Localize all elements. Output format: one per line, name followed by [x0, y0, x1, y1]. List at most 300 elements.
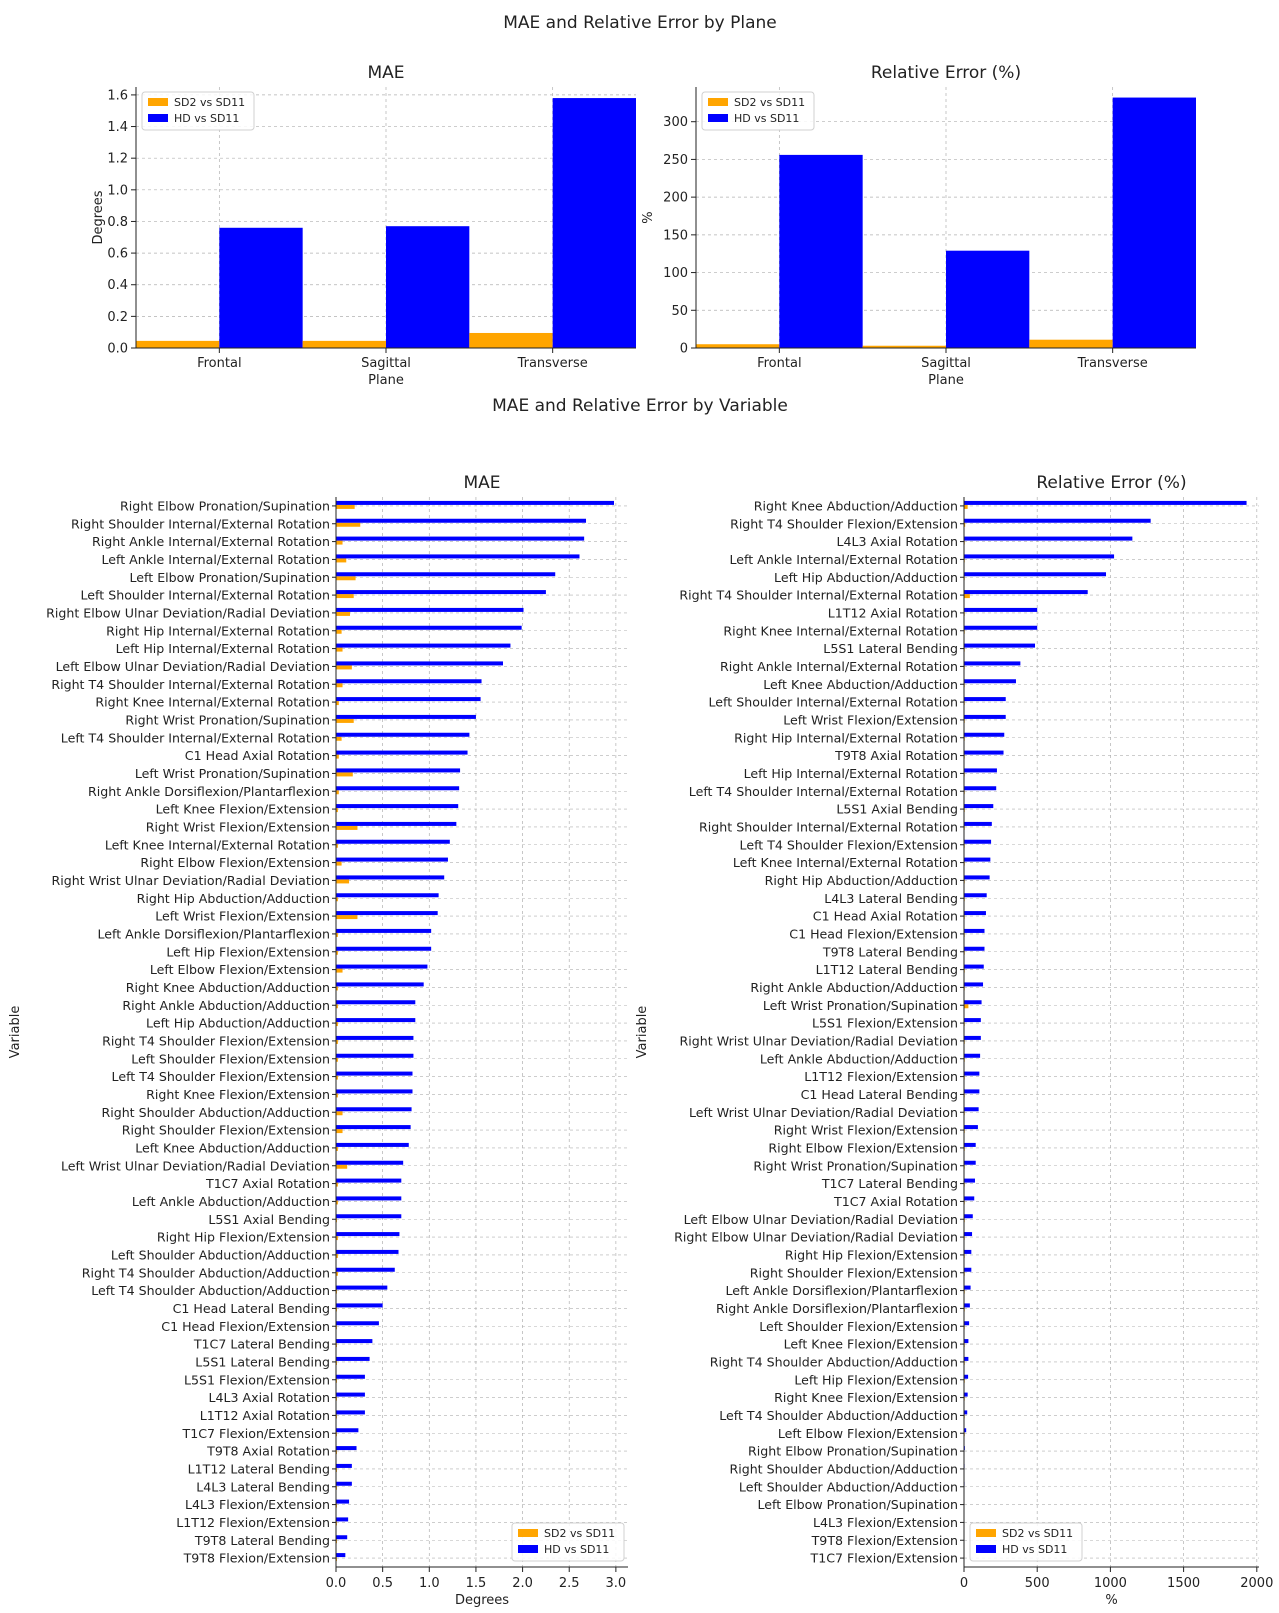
ytick-label: C1 Head Lateral Bending	[172, 1300, 330, 1316]
ytick-label: Left Ankle Internal/External Rotation	[101, 551, 330, 567]
bar-hd-frontal	[219, 228, 302, 348]
ytick-label: C1 Head Lateral Bending	[800, 1086, 958, 1102]
bar-hd	[336, 858, 448, 862]
ytick-label: Left Ankle Dorsiflexion/Plantarflexion	[725, 1283, 958, 1299]
bar-hd	[336, 1232, 399, 1236]
bar-sd2	[336, 879, 349, 883]
ytick-label: Right Shoulder Flexion/Extension	[749, 1265, 958, 1281]
bar-hd	[964, 679, 1016, 683]
ytick-label: Right Knee Flexion/Extension	[146, 1086, 330, 1102]
legend-swatch-sd2	[518, 1529, 538, 1537]
bar-hd	[336, 1054, 413, 1058]
legend-label-hd: HD vs SD11	[734, 112, 800, 125]
ytick-label: Left T4 Shoulder Flexion/Extension	[739, 837, 958, 853]
bar-hd	[336, 875, 444, 879]
bar-hd	[336, 929, 431, 933]
ytick-label: Left Shoulder Internal/External Rotation	[80, 587, 330, 603]
ytick-label: L1T12 Axial Rotation	[199, 1407, 330, 1423]
bar-hd	[964, 1125, 978, 1129]
bar-hd	[336, 1036, 413, 1040]
bar-hd	[336, 893, 439, 897]
ytick-label: Left T4 Shoulder Abduction/Adduction	[719, 1407, 958, 1423]
chart-variable-relative-error	[635, 473, 1273, 1608]
bar-hd	[336, 644, 510, 648]
ytick-label: 1.0	[107, 183, 128, 199]
bar-hd	[336, 1357, 370, 1361]
ytick-label: Right Ankle Internal/External Rotation	[91, 534, 330, 550]
bar-sd2	[336, 523, 360, 527]
ytick-label: Right Wrist Ulnar Deviation/Radial Deviation	[679, 1033, 958, 1049]
bar-hd	[964, 1000, 982, 1004]
bar-hd	[964, 1214, 973, 1218]
ytick-label: Left Hip Internal/External Rotation	[115, 641, 330, 657]
ytick-label: Left Elbow Flexion/Extension	[777, 1425, 958, 1441]
bar-sd2	[336, 665, 352, 669]
xtick-label: 2000	[1240, 1576, 1274, 1591]
ytick-label: T9T8 Flexion/Extension	[183, 1550, 330, 1566]
ytick-label: Left T4 Shoulder Flexion/Extension	[111, 1069, 330, 1085]
bar-sd2	[336, 594, 354, 598]
bar-hd	[964, 822, 992, 826]
ytick-label: Right Ankle Dorsiflexion/Plantarflexion	[715, 1300, 958, 1316]
chart-plane-mae	[91, 63, 636, 388]
ytick-label: Left Knee Internal/External Rotation	[104, 837, 330, 853]
xtick-label-sagittal: Sagittal	[361, 356, 411, 371]
ytick-label: 0.0	[107, 341, 128, 357]
bar-hd-frontal	[779, 155, 862, 348]
ytick-label: Left Elbow Pronation/Supination	[757, 1497, 958, 1513]
bar-sd2	[336, 826, 357, 830]
bar-hd	[336, 537, 584, 541]
ytick-label: Right Wrist Flexion/Extension	[773, 1122, 958, 1138]
bar-hd	[964, 1375, 968, 1379]
ytick-label: 100	[663, 266, 688, 282]
bar-sd2	[336, 683, 343, 687]
bar-hd	[964, 519, 1151, 523]
ytick-label: L4L3 Axial Rotation	[836, 534, 958, 550]
ytick-label: L5S1 Lateral Bending	[195, 1354, 330, 1370]
ytick-label: T9T8 Flexion/Extension	[811, 1532, 958, 1548]
x-axis-label: Degrees	[454, 1593, 510, 1608]
ytick-label: Right Knee Abduction/Adduction	[125, 979, 330, 995]
chart-title: Relative Error (%)	[870, 63, 1022, 83]
bar-hd	[336, 965, 427, 969]
bar-hd	[964, 1018, 981, 1022]
bar-hd	[336, 786, 459, 790]
ytick-label: Right Hip Abduction/Adduction	[136, 890, 330, 906]
ytick-label: Left T4 Shoulder Abduction/Adduction	[91, 1283, 330, 1299]
bar-hd	[964, 1286, 971, 1290]
bar-sd2	[964, 594, 970, 598]
ytick-label: Left Wrist Ulnar Deviation/Radial Deviation	[689, 1104, 958, 1120]
bar-hd	[336, 1250, 399, 1254]
bar-sd2	[336, 630, 342, 634]
bar-hd	[336, 1446, 357, 1450]
ytick-label: Right T4 Shoulder Internal/External Rotation	[679, 587, 958, 603]
legend-swatch-sd2	[976, 1529, 996, 1537]
bar-hd-transverse	[1113, 98, 1196, 348]
bar-sd2	[964, 505, 968, 509]
bar-hd	[964, 501, 1247, 505]
ytick-label: Left Knee Flexion/Extension	[783, 1336, 958, 1352]
legend-label-sd2: SD2 vs SD11	[1002, 1527, 1074, 1540]
ytick-label: C1 Head Flexion/Extension	[789, 926, 958, 942]
ytick-label: T1C7 Flexion/Extension	[182, 1425, 330, 1441]
bar-sd2	[336, 719, 354, 723]
bar-sd2	[336, 541, 343, 545]
bar-hd	[336, 1339, 372, 1343]
ytick-label: Left Elbow Flexion/Extension	[149, 962, 330, 978]
ytick-label: 1.2	[107, 151, 128, 167]
ytick-label: 250	[663, 152, 688, 168]
ytick-label: C1 Head Axial Rotation	[184, 748, 330, 764]
bar-sd2	[336, 969, 343, 973]
xtick-label: 1000	[1093, 1576, 1127, 1591]
xtick-label: 0	[959, 1576, 969, 1591]
bar-hd	[964, 1303, 970, 1307]
bar-hd	[336, 1161, 403, 1165]
bar-sd2	[964, 1004, 968, 1008]
ytick-label: Right T4 Shoulder Abduction/Adduction	[709, 1354, 958, 1370]
bar-hd	[964, 858, 990, 862]
ytick-label: Right Shoulder Abduction/Adduction	[101, 1104, 330, 1120]
bottom-suptitle: MAE and Relative Error by Variable	[492, 396, 788, 416]
bar-hd	[336, 608, 524, 612]
bar-hd	[964, 1161, 976, 1165]
bar-sd2	[336, 1111, 343, 1115]
bar-sd2	[336, 1165, 347, 1169]
bar-hd	[964, 554, 1114, 558]
ytick-label: T1C7 Axial Rotation	[206, 1176, 330, 1192]
bar-hd	[964, 1339, 968, 1343]
bar-hd-sagittal	[386, 226, 469, 348]
bar-hd	[964, 590, 1088, 594]
bar-hd	[336, 768, 460, 772]
ytick-label: Left Hip Flexion/Extension	[166, 944, 330, 960]
bar-hd	[964, 982, 983, 986]
ytick-label: Right Hip Flexion/Extension	[156, 1229, 330, 1245]
chart-title: Relative Error (%)	[1036, 473, 1187, 493]
ytick-label: 0.4	[107, 278, 128, 294]
legend-label-sd2: SD2 vs SD11	[174, 96, 246, 109]
bar-sd2-sagittal	[303, 341, 386, 348]
bar-sd2	[336, 862, 342, 866]
bar-sd2-frontal	[136, 341, 219, 348]
bar-hd	[336, 1179, 401, 1183]
ytick-label: Left Hip Internal/External Rotation	[743, 765, 958, 781]
bar-hd	[336, 1125, 411, 1129]
ytick-label: Right Knee Abduction/Adduction	[753, 498, 958, 514]
xtick-label: 500	[1024, 1576, 1050, 1591]
ytick-label: L5S1 Flexion/Extension	[811, 1015, 958, 1031]
y-axis-label: Variable	[635, 1005, 650, 1059]
ytick-label: Right T4 Shoulder Flexion/Extension	[102, 1033, 330, 1049]
ytick-label: L5S1 Axial Bending	[836, 801, 958, 817]
bar-hd	[336, 1517, 348, 1521]
xtick-label: 3.0	[605, 1576, 627, 1591]
ytick-label: T1C7 Lateral Bending	[193, 1336, 330, 1352]
chart-title: MAE	[367, 63, 405, 83]
ytick-label: Left Hip Abduction/Adduction	[146, 1015, 330, 1031]
ytick-label: Left Ankle Abduction/Adduction	[759, 1051, 958, 1067]
ytick-label: Right Hip Internal/External Rotation	[734, 730, 958, 746]
bar-hd	[336, 822, 456, 826]
ytick-label: Right Shoulder Internal/External Rotation	[699, 819, 958, 835]
bar-hd	[336, 679, 482, 683]
legend-swatch-hd	[148, 114, 168, 122]
bar-hd	[964, 1072, 979, 1076]
bar-sd2	[336, 505, 355, 509]
ytick-label: L4L3 Axial Rotation	[208, 1390, 330, 1406]
ytick-label: L5S1 Lateral Bending	[823, 641, 958, 657]
ytick-label: Left Shoulder Flexion/Extension	[131, 1051, 330, 1067]
ytick-label: T9T8 Axial Rotation	[835, 748, 958, 764]
ytick-label: Left Wrist Ulnar Deviation/Radial Deviation	[61, 1158, 330, 1174]
bar-hd	[336, 1535, 347, 1539]
bar-hd	[964, 661, 1020, 665]
bar-sd2	[336, 915, 357, 919]
bar-hd	[336, 1214, 401, 1218]
ytick-label: Right Wrist Ulnar Deviation/Radial Deviation	[51, 872, 330, 888]
xtick-label: 0.0	[325, 1576, 347, 1591]
bar-hd	[336, 1500, 349, 1504]
bar-sd2	[336, 772, 353, 776]
ytick-label: Right Hip Abduction/Adduction	[764, 872, 958, 888]
bar-hd	[336, 947, 431, 951]
bar-hd	[336, 1286, 387, 1290]
bar-hd	[336, 840, 450, 844]
bar-hd	[336, 697, 481, 701]
ytick-label: Right Elbow Pronation/Supination	[120, 498, 330, 514]
y-axis-label: %	[641, 211, 656, 224]
bar-hd	[964, 572, 1106, 576]
bar-hd	[336, 1000, 415, 1004]
ytick-label: Left Ankle Dorsiflexion/Plantarflexion	[97, 926, 330, 942]
bar-sd2	[336, 1129, 343, 1133]
bar-hd	[964, 697, 1006, 701]
bar-hd	[964, 1089, 979, 1093]
bar-hd	[964, 1036, 981, 1040]
ytick-label: Left Wrist Pronation/Supination	[762, 997, 958, 1013]
bar-hd	[964, 1232, 972, 1236]
legend-label-hd: HD vs SD11	[1002, 1543, 1068, 1556]
bar-hd	[964, 537, 1132, 541]
ytick-label: Right Elbow Flexion/Extension	[768, 1140, 958, 1156]
ytick-label: L4L3 Lateral Bending	[824, 890, 958, 906]
bar-hd	[336, 661, 503, 665]
ytick-label: 0.8	[107, 214, 128, 230]
legend-label-hd: HD vs SD11	[174, 112, 240, 125]
ytick-label: Left Knee Flexion/Extension	[155, 801, 330, 817]
bar-hd	[336, 590, 546, 594]
ytick-label: Right Elbow Ulnar Deviation/Radial Deviation	[674, 1229, 958, 1245]
bar-hd	[336, 1464, 352, 1468]
bar-hd	[964, 1250, 971, 1254]
x-axis-label: %	[1105, 1593, 1118, 1608]
bar-hd	[964, 1179, 975, 1183]
ytick-label: 0.6	[107, 246, 128, 262]
bar-hd	[336, 1393, 365, 1397]
bar-hd	[336, 1089, 412, 1093]
ytick-label: Right Hip Flexion/Extension	[784, 1247, 958, 1263]
ytick-label: Right Knee Internal/External Rotation	[723, 623, 958, 639]
xtick-label: 0.5	[372, 1576, 393, 1591]
bar-hd	[336, 804, 458, 808]
ytick-label: C1 Head Axial Rotation	[812, 908, 958, 924]
ytick-label: Right Elbow Pronation/Supination	[748, 1443, 958, 1459]
bar-hd	[964, 804, 993, 808]
bar-hd	[964, 965, 984, 969]
bar-hd	[336, 911, 438, 915]
bar-hd	[964, 715, 1006, 719]
xtick-label-transverse: Transverse	[517, 356, 588, 371]
bar-hd	[964, 1268, 971, 1272]
ytick-label: Left Elbow Ulnar Deviation/Radial Deviation	[55, 658, 330, 674]
bar-hd	[964, 911, 986, 915]
bar-hd	[336, 715, 476, 719]
xtick-label-frontal: Frontal	[197, 356, 242, 371]
xtick-label: 2.5	[558, 1576, 580, 1591]
ytick-label: Right Knee Internal/External Rotation	[95, 694, 330, 710]
bar-hd	[964, 1393, 968, 1397]
ytick-label: Left Elbow Ulnar Deviation/Radial Deviation	[683, 1211, 958, 1227]
bar-sd2-transverse	[469, 333, 552, 348]
ytick-label: Left Wrist Flexion/Extension	[155, 908, 330, 924]
ytick-label: Left Elbow Pronation/Supination	[129, 569, 330, 585]
ytick-label: Left Wrist Flexion/Extension	[783, 712, 958, 728]
ytick-label: 50	[671, 303, 688, 319]
bar-hd	[336, 1107, 412, 1111]
ytick-label: Right Wrist Pronation/Supination	[125, 712, 330, 728]
ytick-label: L1T12 Flexion/Extension	[176, 1514, 330, 1530]
bar-hd	[964, 1357, 968, 1361]
bar-hd	[964, 786, 996, 790]
bar-hd	[336, 1268, 395, 1272]
bar-hd	[964, 626, 1037, 630]
ytick-label: 1.6	[107, 88, 128, 104]
ytick-label: Left Knee Abduction/Adduction	[135, 1140, 330, 1156]
bar-sd2-frontal	[696, 344, 779, 348]
legend-label-hd: HD vs SD11	[544, 1543, 610, 1556]
ytick-label: Right T4 Shoulder Abduction/Adduction	[81, 1265, 330, 1281]
bar-hd	[964, 768, 997, 772]
bar-hd	[964, 1107, 979, 1111]
ytick-label: Right Wrist Pronation/Supination	[753, 1158, 958, 1174]
ytick-label: L1T12 Flexion/Extension	[804, 1069, 958, 1085]
legend-swatch-sd2	[708, 98, 728, 106]
bar-hd	[336, 751, 468, 755]
ytick-label: L4L3 Flexion/Extension	[184, 1497, 330, 1513]
bar-hd	[336, 982, 424, 986]
ytick-label: Right Ankle Abduction/Adduction	[750, 979, 958, 995]
xtick-label: 1.5	[465, 1576, 487, 1591]
ytick-label: Right Wrist Flexion/Extension	[145, 819, 330, 835]
ytick-label: Right Knee Flexion/Extension	[774, 1390, 958, 1406]
bar-hd	[964, 1321, 969, 1325]
bar-sd2	[336, 648, 343, 652]
chart-title: MAE	[463, 473, 501, 493]
top-suptitle: MAE and Relative Error by Plane	[503, 13, 777, 33]
ytick-label: 150	[663, 228, 688, 244]
bar-hd	[964, 875, 990, 879]
bar-hd	[964, 947, 984, 951]
bar-hd	[336, 733, 469, 737]
ytick-label: Right Shoulder Abduction/Adduction	[729, 1461, 958, 1477]
chart-plane-relative-error	[641, 63, 1196, 388]
bar-hd	[336, 554, 579, 558]
ytick-label: 300	[663, 115, 688, 131]
ytick-label: Right Shoulder Flexion/Extension	[121, 1122, 330, 1138]
bar-hd	[336, 1143, 409, 1147]
ytick-label: Left Knee Internal/External Rotation	[732, 855, 958, 871]
ytick-label: Left T4 Shoulder Internal/External Rotation	[60, 730, 330, 746]
x-axis-label: Plane	[928, 373, 964, 388]
bar-sd2-transverse	[1029, 340, 1112, 348]
legend-swatch-hd	[518, 1545, 538, 1553]
ytick-label: T1C7 Flexion/Extension	[810, 1550, 958, 1566]
legend-swatch-hd	[708, 114, 728, 122]
ytick-label: Left Hip Flexion/Extension	[794, 1372, 958, 1388]
bar-sd2	[336, 737, 342, 741]
bar-hd	[336, 1303, 383, 1307]
bar-hd	[964, 733, 1004, 737]
ytick-label: Right T4 Shoulder Internal/External Rotation	[51, 676, 330, 692]
legend-swatch-sd2	[148, 98, 168, 106]
bar-hd	[336, 1428, 358, 1432]
bar-hd	[336, 1321, 379, 1325]
ytick-label: 200	[663, 190, 688, 206]
bar-hd	[964, 893, 987, 897]
xtick-label-transverse: Transverse	[1077, 356, 1148, 371]
bar-hd	[336, 1410, 365, 1414]
ytick-label: Right Ankle Abduction/Adduction	[122, 997, 330, 1013]
ytick-label: L5S1 Flexion/Extension	[183, 1372, 330, 1388]
bar-hd	[336, 1018, 415, 1022]
bar-hd-transverse	[553, 98, 636, 348]
ytick-label: L1T12 Lateral Bending	[187, 1461, 330, 1477]
y-axis-label: Variable	[8, 1005, 23, 1059]
ytick-label: T9T8 Lateral Bending	[822, 944, 958, 960]
ytick-label: Left Shoulder Abduction/Adduction	[110, 1247, 330, 1263]
ytick-label: 0.2	[107, 309, 128, 325]
ytick-label: Left Ankle Abduction/Adduction	[131, 1193, 330, 1209]
bar-hd	[964, 840, 991, 844]
bar-hd	[336, 501, 614, 505]
ytick-label: L4L3 Lateral Bending	[196, 1479, 330, 1495]
bar-hd-sagittal	[946, 251, 1029, 348]
ytick-label: Right Hip Internal/External Rotation	[106, 623, 330, 639]
bar-hd	[336, 626, 522, 630]
ytick-label: Right T4 Shoulder Flexion/Extension	[730, 516, 958, 532]
bar-sd2	[336, 612, 350, 616]
ytick-label: T9T8 Axial Rotation	[207, 1443, 330, 1459]
bar-hd	[964, 1196, 974, 1200]
bar-hd	[336, 519, 586, 523]
bar-hd	[336, 1482, 352, 1486]
bar-hd	[336, 1072, 412, 1076]
y-axis-label: Degrees	[91, 190, 106, 245]
ytick-label: Right Shoulder Internal/External Rotation	[71, 516, 330, 532]
ytick-label: Left Wrist Pronation/Supination	[134, 765, 330, 781]
x-axis-label: Plane	[368, 373, 404, 388]
ytick-label: Left Knee Abduction/Adduction	[763, 676, 958, 692]
ytick-label: Left Hip Abduction/Adduction	[774, 569, 958, 585]
ytick-label: L1T12 Axial Rotation	[827, 605, 958, 621]
legend-swatch-hd	[976, 1545, 996, 1553]
bar-hd	[964, 929, 984, 933]
bar-hd	[964, 1054, 980, 1058]
legend-label-sd2: SD2 vs SD11	[544, 1527, 616, 1540]
